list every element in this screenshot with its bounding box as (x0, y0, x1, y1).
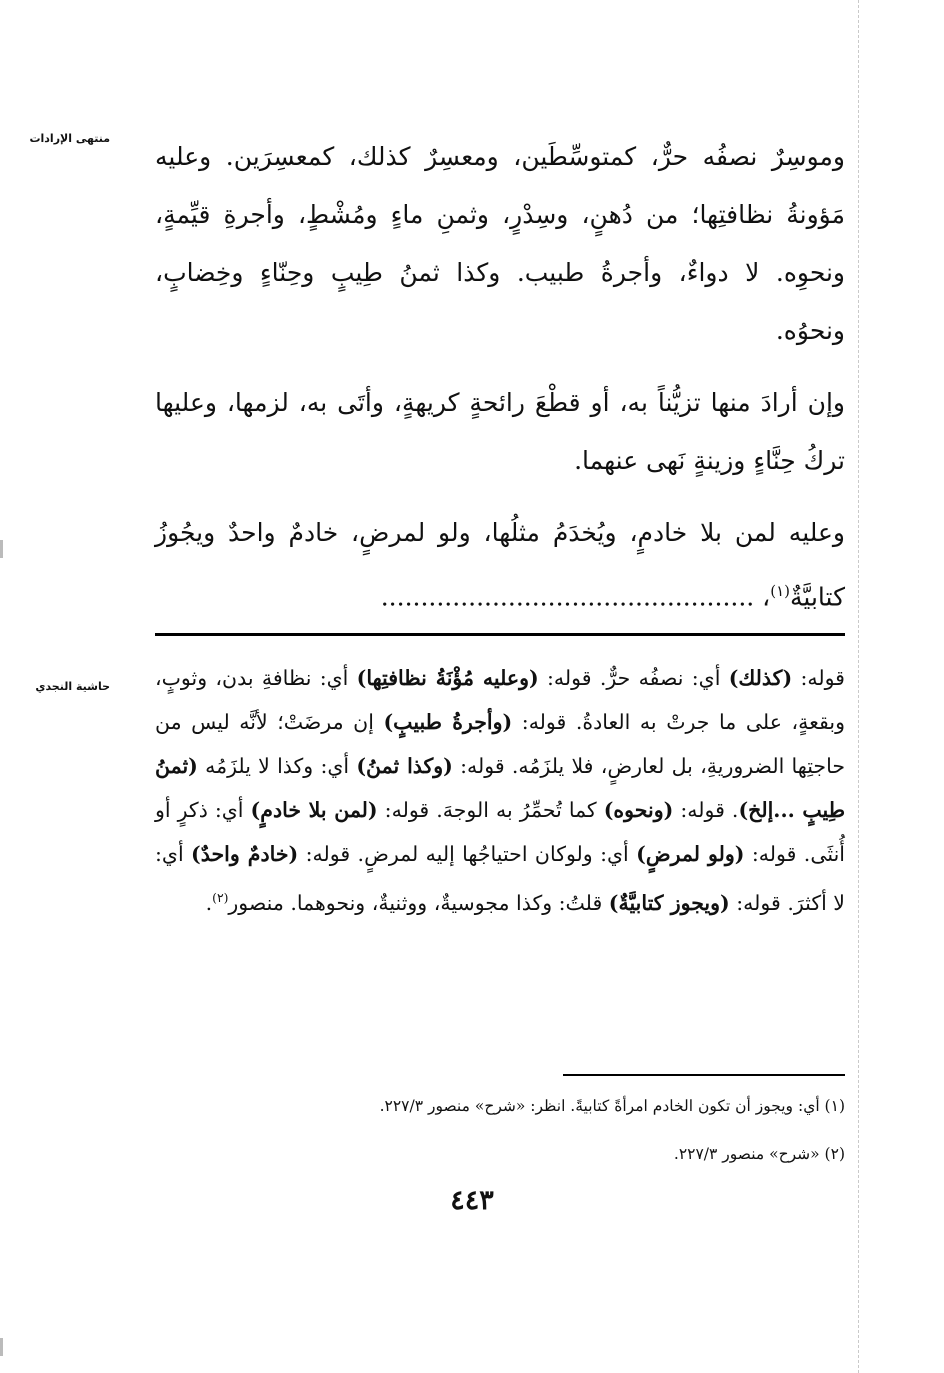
side-label-source: منتهى الإرادات (29, 132, 110, 145)
commentary-keyword: (خادمٌ واحدٌ) (191, 842, 299, 866)
commentary-text: . قوله: (673, 798, 739, 822)
left-edge-mark (0, 540, 3, 558)
commentary-text: كما تُحمِّرُ به الوجهَ. قوله: (377, 798, 604, 822)
side-label-commentary: حاشية النجدي (35, 680, 110, 693)
commentary-keyword: (ويجوز كتابيَّةٌ) (608, 890, 730, 915)
commentary-keyword: (وعليه مُؤْنَةُ نظافتِها) (356, 666, 539, 690)
main-paragraph-1: وموسِرٌ نصفُه حرٌّ، كمتوسِّطَين، ومعسِرٌ كذلك، كمعسِرَين. وعليه مَؤونةُ نظافتِها؛ من دُهنٍ، وسِدْرٍ، وثمنِ ماءٍ ومُشْطٍ، وأجرةِ قيِّمةٍ، ونحوِه. لا دواءٌ، وأجرةُ طبيب. وكذا ثمنُ طِيبٍ وحِنّاءٍ وخِضابٍ، ونحوُه. (155, 142, 845, 345)
main-text-block (155, 128, 845, 626)
commentary-keyword: (ونحوه) (603, 798, 674, 822)
commentary-paragraph (155, 656, 845, 925)
commentary-keyword: (لمن بلا خادمٍ) (250, 798, 378, 822)
commentary-text: قوله: (792, 666, 845, 690)
commentary-text: أي: ولوكان احتياجُها إليه لمرضٍ. قوله: (298, 842, 637, 866)
footnote-2: (٢) «شرح» منصور ٢٢٧/٣. (673, 1145, 845, 1163)
right-margin-dashed-line (858, 0, 859, 1373)
main-paragraph-3-dots: ، ............................................... (380, 582, 771, 612)
main-paragraph-3 (155, 504, 845, 626)
main-paragraph-3-text: وعليه لمن بلا خادمٍ، ويُخدَمُ مثلُها، ولو لمرضٍ، خادمٌ واحدٌ ويجُوزُ كتابيَّةٌ (155, 518, 845, 612)
commentary-text: أي: نصفُه حرٌّ. قوله: (538, 666, 729, 690)
commentary-keyword: (وأجرةُ طبيبٍ) (383, 710, 513, 734)
commentary-keyword: (وكذا ثمنُ) (356, 754, 453, 778)
commentary-keyword: (ثمنُ طِيبٍ ...إلخ) (155, 754, 846, 822)
footnote-ref-2: (٢) (212, 891, 229, 905)
commentary-keyword: (كذلك) (728, 666, 793, 690)
main-paragraph-2: وإن أرادَ منها تزيُّناً به، أو قطْعَ رائحةٍ كريهةٍ، وأتَى به، لزمها، وعليها تركُ حِنَّاءٍ وزينةٍ نَهى عنهما. (155, 388, 845, 475)
footnote-divider (563, 1074, 845, 1076)
footnote-ref-1: (١) (770, 582, 791, 600)
section-divider (155, 633, 845, 636)
commentary-text: قلتُ: وكذا مجوسيةٌ، ووثنيةٌ، ونحوهما. منصور (228, 890, 609, 915)
commentary-text: أي: لا أكثرَ. قوله: (155, 842, 845, 915)
commentary-text: . (205, 890, 213, 915)
commentary-text: إن مرضَتْ؛ لأنَّه ليس من حاجتِها الضروريةِ، بل لعارضٍ، فلا يلزَمُه. قوله: (155, 710, 845, 778)
footnote-1: (١) أي: ويجوز أن تكون الخادم امرأةً كتابيةً. انظر: «شرح» منصور ٢٢٧/٣. (379, 1097, 845, 1115)
commentary-text: أي: نظافةِ بدن، وثوبٍ، وبقعةٍ، على ما جرتْ به العادةُ. قوله: (155, 666, 845, 734)
commentary-text: أي: وكذا لا يلزَمُه (197, 754, 357, 778)
page-number: ٤٤٣ (450, 1185, 494, 1216)
commentary-text: أي: ذكرٍ أو أُنثَى. قوله: (155, 798, 845, 866)
left-edge-mark (0, 1338, 3, 1356)
commentary-keyword: (ولو لمرضٍ) (636, 842, 745, 866)
